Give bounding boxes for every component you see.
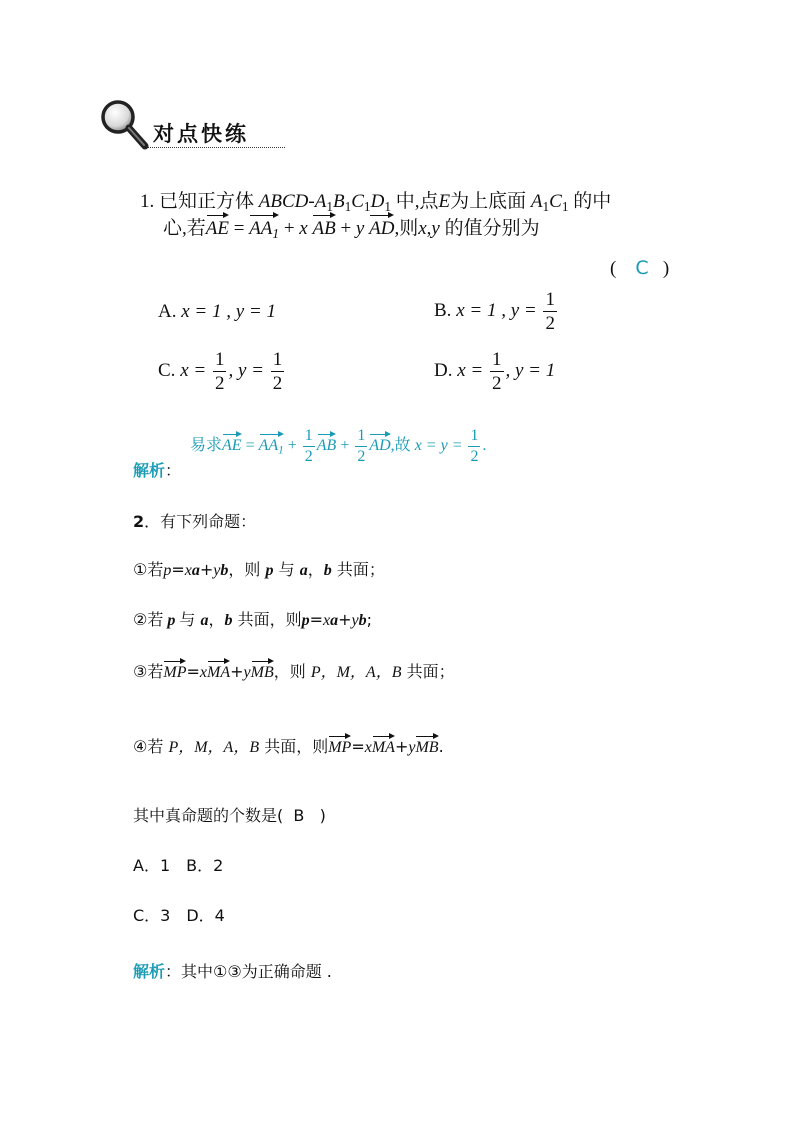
- q2-answer: B: [293, 806, 305, 825]
- q2-solution: 解析：其中①③为正确命题 .: [133, 962, 332, 981]
- q1-line-2: 心,若AE = $AA_1 + x$ AB + y AD,则x,y 的值分别为: [163, 212, 540, 240]
- vector-aa1: $AA_1$: [249, 212, 279, 240]
- q1-solution: 易求AE = $AA_1$ + $\frac{1}{2}$ AB + $\frac{1}{2}$ AD,故 x = y = $\frac{1}{2}$ .: [190, 427, 487, 465]
- q1-answer-bracket: ( C ): [610, 257, 670, 279]
- vector-ad: AD: [369, 212, 394, 238]
- q2-options-ab: A．1 B．2: [133, 856, 224, 875]
- vector-ae: AE: [206, 212, 229, 238]
- q2-proposition-2: ②若 p 与 a，b 共面，则p=xa+yb;: [133, 610, 373, 629]
- section-title: 对点快练: [153, 122, 249, 146]
- q1-option-b: B. x = 1 , y = $\frac{1}{2}$: [434, 289, 555, 334]
- q1-option-d: D. x = $\frac{1}{2}$ , y = 1: [434, 349, 556, 394]
- q2-options-cd: C．3 D．4: [133, 906, 225, 925]
- q1-line-1: 1. 已知正方体 ABCD-$A_1B_1C_1D_1$ 中,点E为上底面 $A_1C_1$ 的中: [140, 191, 612, 214]
- q1-option-c: C. x = $\frac{1}{2}$ , y = $\frac{1}{2}$: [158, 349, 283, 394]
- q1-option-a: A. x = 1 , y = 1: [158, 301, 276, 322]
- header-underline: [148, 147, 285, 148]
- q2-question: 其中真命题的个数是( B ): [133, 806, 326, 825]
- vector-ab: AB: [312, 212, 335, 238]
- q1-solution-label: 解析：: [133, 461, 182, 480]
- q1-answer: C: [635, 257, 649, 279]
- q2-stem: 2．有下列命题：: [133, 512, 257, 531]
- q2-proposition-1: ①若p=xa+yb，则 p 与 a，b 共面；: [133, 560, 385, 579]
- q2-proposition-3: ③若MP=xMA+yMB，则 P，M，A，B 共面；: [133, 658, 455, 682]
- q2-solution-label: 解析: [133, 962, 166, 981]
- magnifier-icon: [98, 98, 158, 154]
- q2-proposition-4: ④若 P，M，A，B 共面，则MP=xMA+yMB.: [133, 733, 444, 757]
